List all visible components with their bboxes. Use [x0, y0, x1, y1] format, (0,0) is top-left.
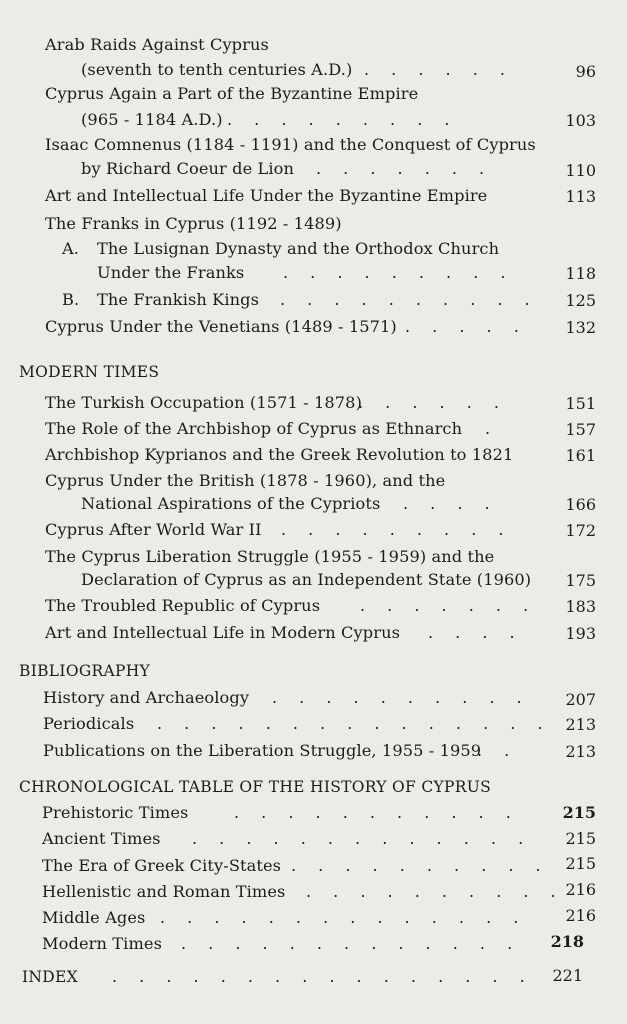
section-heading: INDEX [22, 968, 78, 986]
page-number: 207 [565, 690, 596, 709]
page-number: 96 [575, 62, 596, 81]
toc-entry-title: Declaration of Cyprus as an Independent State (1960) [81, 570, 532, 589]
page-number: 213 [565, 715, 596, 734]
page-number: 216 [565, 906, 596, 925]
toc-entry-title: Cyprus Again a Part of the Byzantine Empire [45, 84, 419, 103]
page-number: 215 [562, 803, 596, 822]
toc-entry-title: Under the Franks [97, 263, 245, 282]
leader-dots: . . . . . . . . . . . . . . . [157, 714, 543, 733]
page-number: 125 [565, 291, 596, 310]
page-number: 132 [565, 318, 596, 337]
leader-dots: . . . . . . . . . . . . . [181, 934, 513, 953]
page-number: 183 [565, 597, 596, 616]
toc-entry-title: Periodicals [43, 714, 135, 733]
toc-entry-title: Art and Intellectual Life Under the Byzantine Empire [45, 186, 488, 205]
leader-dots: . [485, 419, 491, 438]
leader-dots: . . . . . . . . . . . . . . [160, 908, 519, 927]
page-number: 213 [565, 742, 596, 761]
leader-dots: . . . . . . . [360, 596, 529, 615]
toc-entry-title: The Troubled Republic of Cyprus [45, 596, 321, 615]
leader-dots: . . . . . . . . . . . [234, 803, 511, 822]
toc-entry-title: Middle Ages [42, 908, 146, 927]
page-number: 193 [565, 624, 596, 643]
page-number: 215 [565, 854, 596, 873]
toc-entry-title: Arab Raids Against Cyprus [45, 35, 269, 54]
toc-entry-title: The Role of the Archbishop of Cyprus as Ethnarch [45, 419, 463, 438]
toc-entry-title: Ancient Times [42, 829, 161, 848]
toc-entry-title: Hellenistic and Roman Times [42, 882, 286, 901]
toc-entry-title: Cyprus Under the British (1878 - 1960), and the [45, 471, 446, 490]
toc-entry-title: Prehistoric Times [42, 803, 189, 822]
toc-entry-title: Archbishop Kyprianos and the Greek Revolution to 1821 [45, 445, 514, 464]
page-number: 151 [565, 394, 596, 413]
toc-entry-marker: B. [62, 290, 80, 309]
toc-entry-title: The Cyprus Liberation Struggle (1955 - 1959) and the [45, 547, 495, 566]
page-number: 175 [565, 571, 596, 590]
page-number: 103 [565, 111, 596, 130]
toc-entry-title: Isaac Comnenus (1184 - 1191) and the Conquest of Cyprus [45, 135, 536, 154]
leader-dots: . . . . . . . . . . [291, 856, 541, 875]
page-number: 118 [565, 264, 596, 283]
toc-entry-marker: A. [62, 239, 80, 258]
toc-entry-title: National Aspirations of the Cypriots [81, 494, 381, 513]
section-heading: CHRONOLOGICAL TABLE OF THE HISTORY OF CYPRUS [19, 778, 492, 796]
toc-entry-title: The Era of Greek City-States [42, 856, 282, 875]
page-number: 157 [565, 420, 596, 439]
leader-dots: . . . . . [405, 317, 519, 336]
page-number: 216 [565, 880, 596, 899]
toc-entry-title: (seventh to tenth centuries A.D.) [81, 60, 353, 79]
leader-dots: . . . . . . [358, 393, 499, 412]
section-heading: MODERN TIMES [19, 363, 160, 381]
page-number: 221 [552, 966, 583, 985]
toc-entry-title: The Frankish Kings [97, 290, 260, 309]
toc-entry-title: The Turkish Occupation (1571 - 1878) [45, 393, 362, 412]
page-number: 218 [550, 932, 584, 951]
leader-dots: . . . . . . . [316, 159, 485, 178]
leader-dots: . . [477, 741, 510, 760]
leader-dots: . . . . . . . . . [227, 110, 450, 129]
toc-entry-title: Art and Intellectual Life in Modern Cyprus [45, 623, 400, 642]
toc-entry-title: The Lusignan Dynasty and the Orthodox Church [97, 239, 500, 258]
toc-entry-title: Cyprus After World War II [45, 520, 262, 539]
leader-dots: . . . . . . . . . [283, 263, 506, 282]
leader-dots: . . . . . . . . . . [306, 882, 556, 901]
leader-dots: . . . . . . [364, 60, 505, 79]
toc-entry-title: by Richard Coeur de Lion [81, 159, 295, 178]
page-number: 215 [565, 829, 596, 848]
page-number: 110 [565, 161, 596, 180]
leader-dots: . . . . . . . . . . [280, 290, 530, 309]
leader-dots: . . . . . . . . . [281, 520, 504, 539]
leader-dots: . . . . [403, 494, 490, 513]
leader-dots: . . . . . . . . . . . . . . . . [112, 967, 525, 986]
toc-entry-title: (965 - 1184 A.D.) [81, 110, 223, 129]
leader-dots: . . . . . . . . . . [272, 688, 522, 707]
leader-dots: . . . . [428, 623, 515, 642]
toc-entry-title: Cyprus Under the Venetians (1489 - 1571) [45, 317, 397, 336]
page-number: 113 [565, 187, 596, 206]
toc-entry-title: Publications on the Liberation Struggle, 1955 - 1959 [43, 741, 482, 760]
page-number: 161 [565, 446, 596, 465]
toc-entry-title: History and Archaeology [43, 688, 250, 707]
toc-entry-title: Modern Times [42, 934, 162, 953]
leader-dots: . . . . . . . . . . . . . [192, 829, 524, 848]
toc-entry-title: The Franks in Cyprus (1192 - 1489) [45, 214, 342, 233]
section-heading: BIBLIOGRAPHY [19, 662, 151, 680]
page-number: 172 [565, 521, 596, 540]
page-number: 166 [565, 495, 596, 514]
